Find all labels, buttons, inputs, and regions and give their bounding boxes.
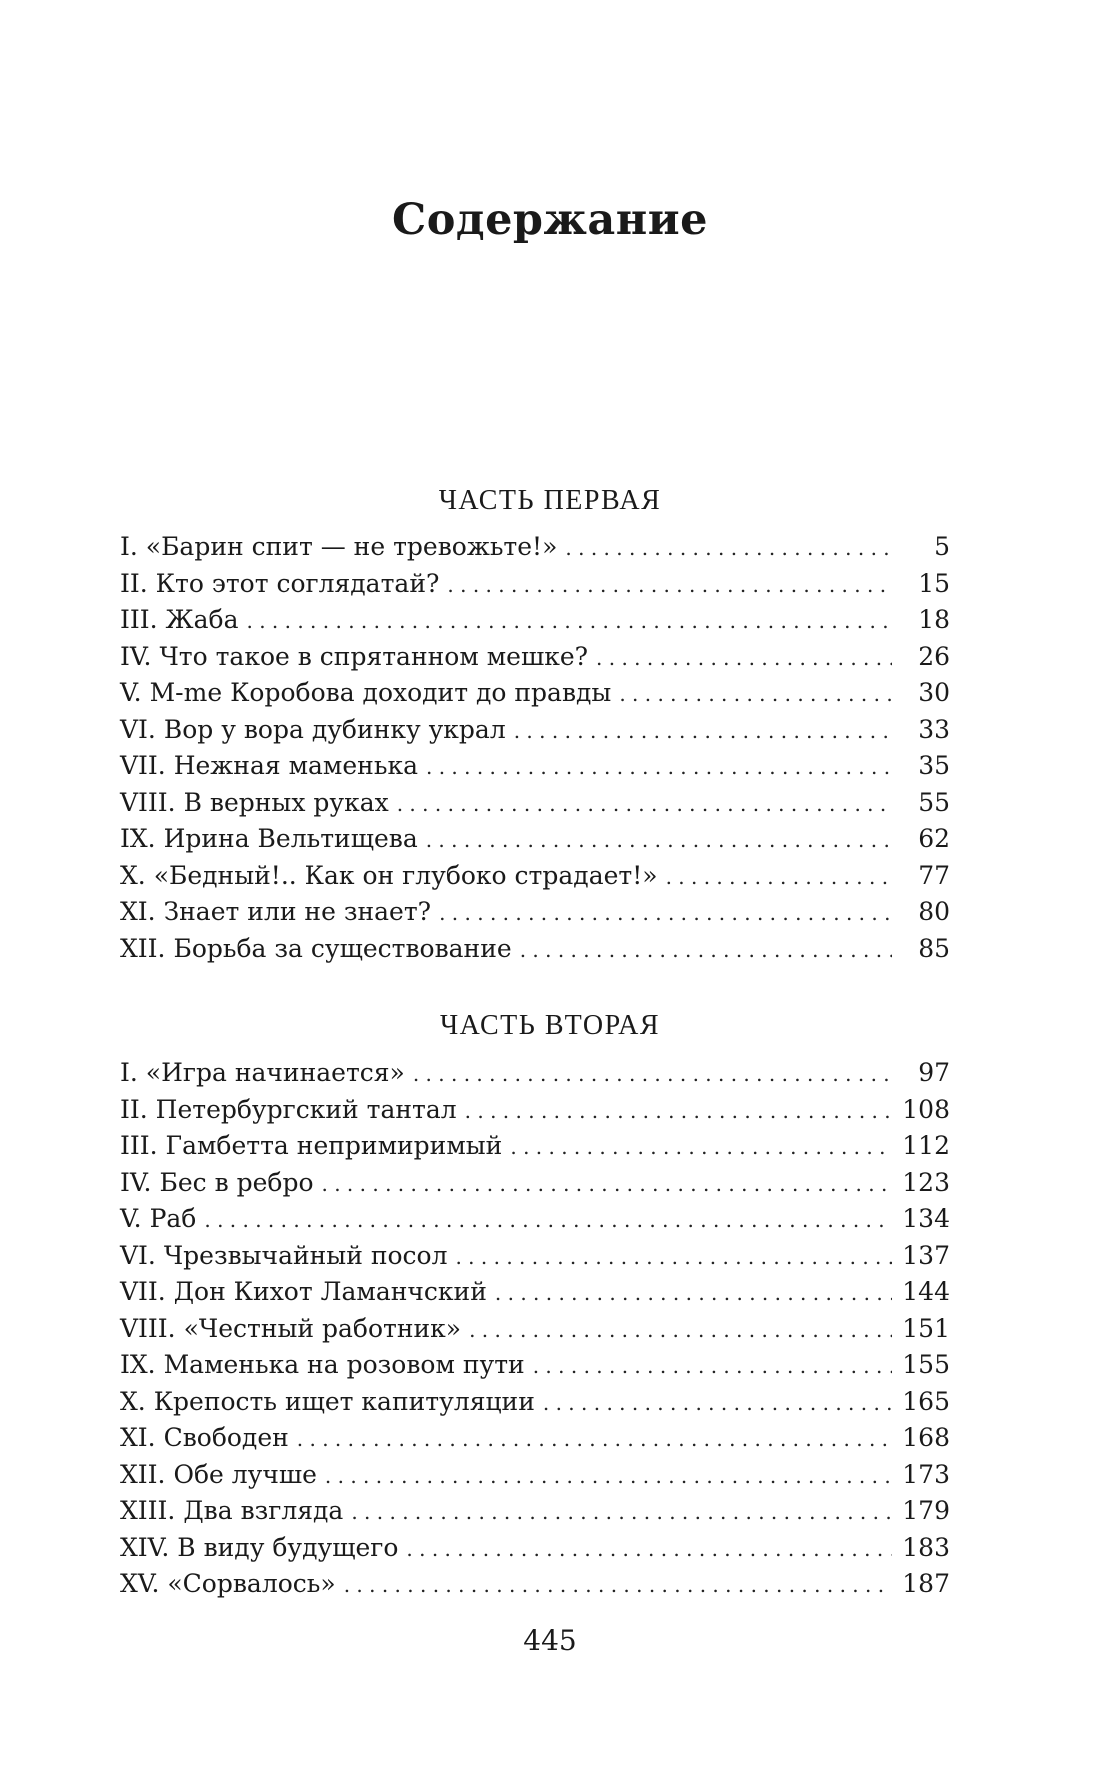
toc-entry	[120, 1496, 950, 1533]
toc-entry-title: XII. Обе лучше	[120, 1459, 317, 1489]
toc-entry	[120, 532, 950, 569]
toc-entry	[120, 1460, 950, 1497]
toc-entry	[120, 1350, 950, 1387]
dot-leader	[426, 828, 892, 852]
dot-leader	[297, 1427, 892, 1451]
part-one-heading: ЧАСТЬ ПЕРВАЯ	[438, 485, 662, 516]
toc-entry	[120, 1387, 950, 1424]
toc-entry-title: V. Раб	[120, 1204, 197, 1233]
toc-entry-page: 5	[934, 532, 950, 561]
toc-entry-title: VI. Вор у вора дубинку украл	[120, 714, 506, 744]
toc-entry	[120, 605, 950, 642]
dot-leader	[619, 682, 892, 706]
toc-entry-title: XV. «Сорвалось»	[120, 1569, 336, 1598]
toc-entry-title: XII. Борьба за существование	[120, 933, 512, 963]
toc-entry	[120, 824, 950, 861]
dot-leader	[406, 1537, 892, 1561]
dot-leader	[520, 938, 892, 962]
toc-entry-page: 151	[902, 1313, 950, 1343]
dot-leader	[543, 1391, 892, 1415]
toc-entry-page: 77	[918, 860, 950, 890]
toc-entry-page: 55	[918, 787, 950, 817]
toc-entry	[120, 715, 950, 752]
dot-leader	[455, 1245, 892, 1269]
toc-entry-title: X. «Бедный!.. Как он глубоко страдает!»	[120, 860, 658, 890]
toc-entry	[120, 1058, 950, 1095]
dot-leader	[514, 719, 892, 743]
toc-entry-page: 26	[918, 641, 950, 671]
toc-entry	[120, 788, 950, 825]
toc-entry-page: 155	[902, 1350, 950, 1379]
toc-entry	[120, 861, 950, 898]
toc-entry-page: 144	[902, 1277, 950, 1306]
part-two-heading: ЧАСТЬ ВТОРАЯ	[439, 1010, 661, 1041]
toc-entry-title: IX. Маменька на розовом пути	[120, 1350, 525, 1379]
toc-entry-page: 168	[902, 1423, 950, 1452]
dot-leader	[351, 1500, 892, 1524]
dot-leader	[413, 1062, 892, 1086]
dot-leader	[666, 865, 892, 889]
toc-entry-page: 123	[902, 1167, 950, 1197]
toc-entry-title: III. Жаба	[120, 605, 239, 634]
page-number: 445	[523, 1624, 577, 1657]
dot-leader	[325, 1464, 892, 1488]
toc-entry-page: 134	[902, 1204, 950, 1233]
toc-entry-title: VII. Нежная маменька	[120, 751, 418, 780]
toc-entry-page: 15	[918, 568, 950, 598]
toc-entry	[120, 751, 950, 788]
toc-entry-title: X. Крепость ищет капитуляции	[120, 1386, 535, 1416]
toc-entry-page: 97	[918, 1058, 950, 1087]
toc-entry-page: 33	[918, 714, 950, 744]
dot-leader	[465, 1099, 892, 1123]
toc-entry	[120, 1095, 950, 1132]
toc-entry-title: IX. Ирина Вельтищева	[120, 824, 418, 853]
toc-entry-page: 30	[918, 678, 950, 707]
toc-entry	[120, 1131, 950, 1168]
toc-entry-page: 18	[918, 605, 950, 634]
part-two-toc	[120, 1058, 950, 1606]
dot-leader	[246, 609, 892, 633]
toc-entry-page: 173	[902, 1459, 950, 1489]
dot-leader	[204, 1208, 892, 1232]
toc-entry-page: 165	[902, 1386, 950, 1416]
toc-entry-title: III. Гамбетта непримиримый	[120, 1131, 503, 1160]
dot-leader	[565, 536, 892, 560]
dot-leader	[495, 1281, 892, 1305]
toc-entry	[120, 1204, 950, 1241]
toc-entry	[120, 934, 950, 971]
toc-entry-page: 108	[902, 1094, 950, 1124]
toc-entry	[120, 1423, 950, 1460]
dot-leader	[426, 755, 892, 779]
toc-entry	[120, 642, 950, 679]
toc-entry	[120, 1569, 950, 1606]
dot-leader	[397, 792, 892, 816]
toc-entry	[120, 569, 950, 606]
toc-entry-title: VI. Чрезвычайный посол	[120, 1240, 448, 1270]
dot-leader	[344, 1573, 892, 1597]
toc-entry-page: 85	[918, 933, 950, 963]
toc-entry-page: 187	[902, 1569, 950, 1598]
toc-entry-page: 183	[902, 1532, 950, 1562]
dot-leader	[533, 1354, 892, 1378]
toc-entry	[120, 678, 950, 715]
toc-entry-title: XI. Свободен	[120, 1423, 289, 1452]
dot-leader	[447, 573, 892, 597]
toc-entry-title: I. «Барин спит — не тревожьте!»	[120, 532, 558, 561]
toc-entry-title: IV. Бес в ребро	[120, 1167, 314, 1197]
toc-entry-page: 35	[918, 751, 950, 780]
toc-entry-title: IV. Что такое в спрятанном мешке?	[120, 641, 589, 671]
toc-entry	[120, 1314, 950, 1351]
part-one-toc	[120, 532, 950, 970]
toc-entry	[120, 1168, 950, 1205]
toc-entry-title: XIV. В виду будущего	[120, 1532, 399, 1562]
dot-leader	[322, 1172, 893, 1196]
dot-leader	[510, 1135, 892, 1159]
toc-entry-title: VIII. В верных руках	[120, 787, 389, 817]
toc-entry-title: VII. Дон Кихот Ламанчский	[120, 1277, 487, 1306]
toc-entry	[120, 1277, 950, 1314]
toc-entry-title: V. M-me Коробова доходит до правды	[120, 678, 612, 707]
toc-entry	[120, 1533, 950, 1570]
toc-entry-page: 112	[902, 1131, 950, 1160]
toc-entry	[120, 1241, 950, 1278]
dot-leader	[596, 646, 892, 670]
toc-entry-page: 179	[902, 1496, 950, 1525]
dot-leader	[439, 901, 892, 925]
toc-entry-title: I. «Игра начинается»	[120, 1058, 405, 1087]
toc-entry-title: VIII. «Честный работник»	[120, 1313, 462, 1343]
toc-entry-page: 80	[918, 897, 950, 926]
toc-entry-title: II. Кто этот соглядатай?	[120, 568, 440, 598]
toc-entry	[120, 897, 950, 934]
toc-entry-page: 62	[918, 824, 950, 853]
toc-entry-title: XI. Знает или не знает?	[120, 897, 432, 926]
toc-entry-page: 137	[902, 1240, 950, 1270]
page-title: Содержание	[392, 195, 708, 245]
toc-entry-title: XIII. Два взгляда	[120, 1496, 344, 1525]
toc-entry-title: II. Петербургский тантал	[120, 1094, 457, 1124]
dot-leader	[469, 1318, 892, 1342]
